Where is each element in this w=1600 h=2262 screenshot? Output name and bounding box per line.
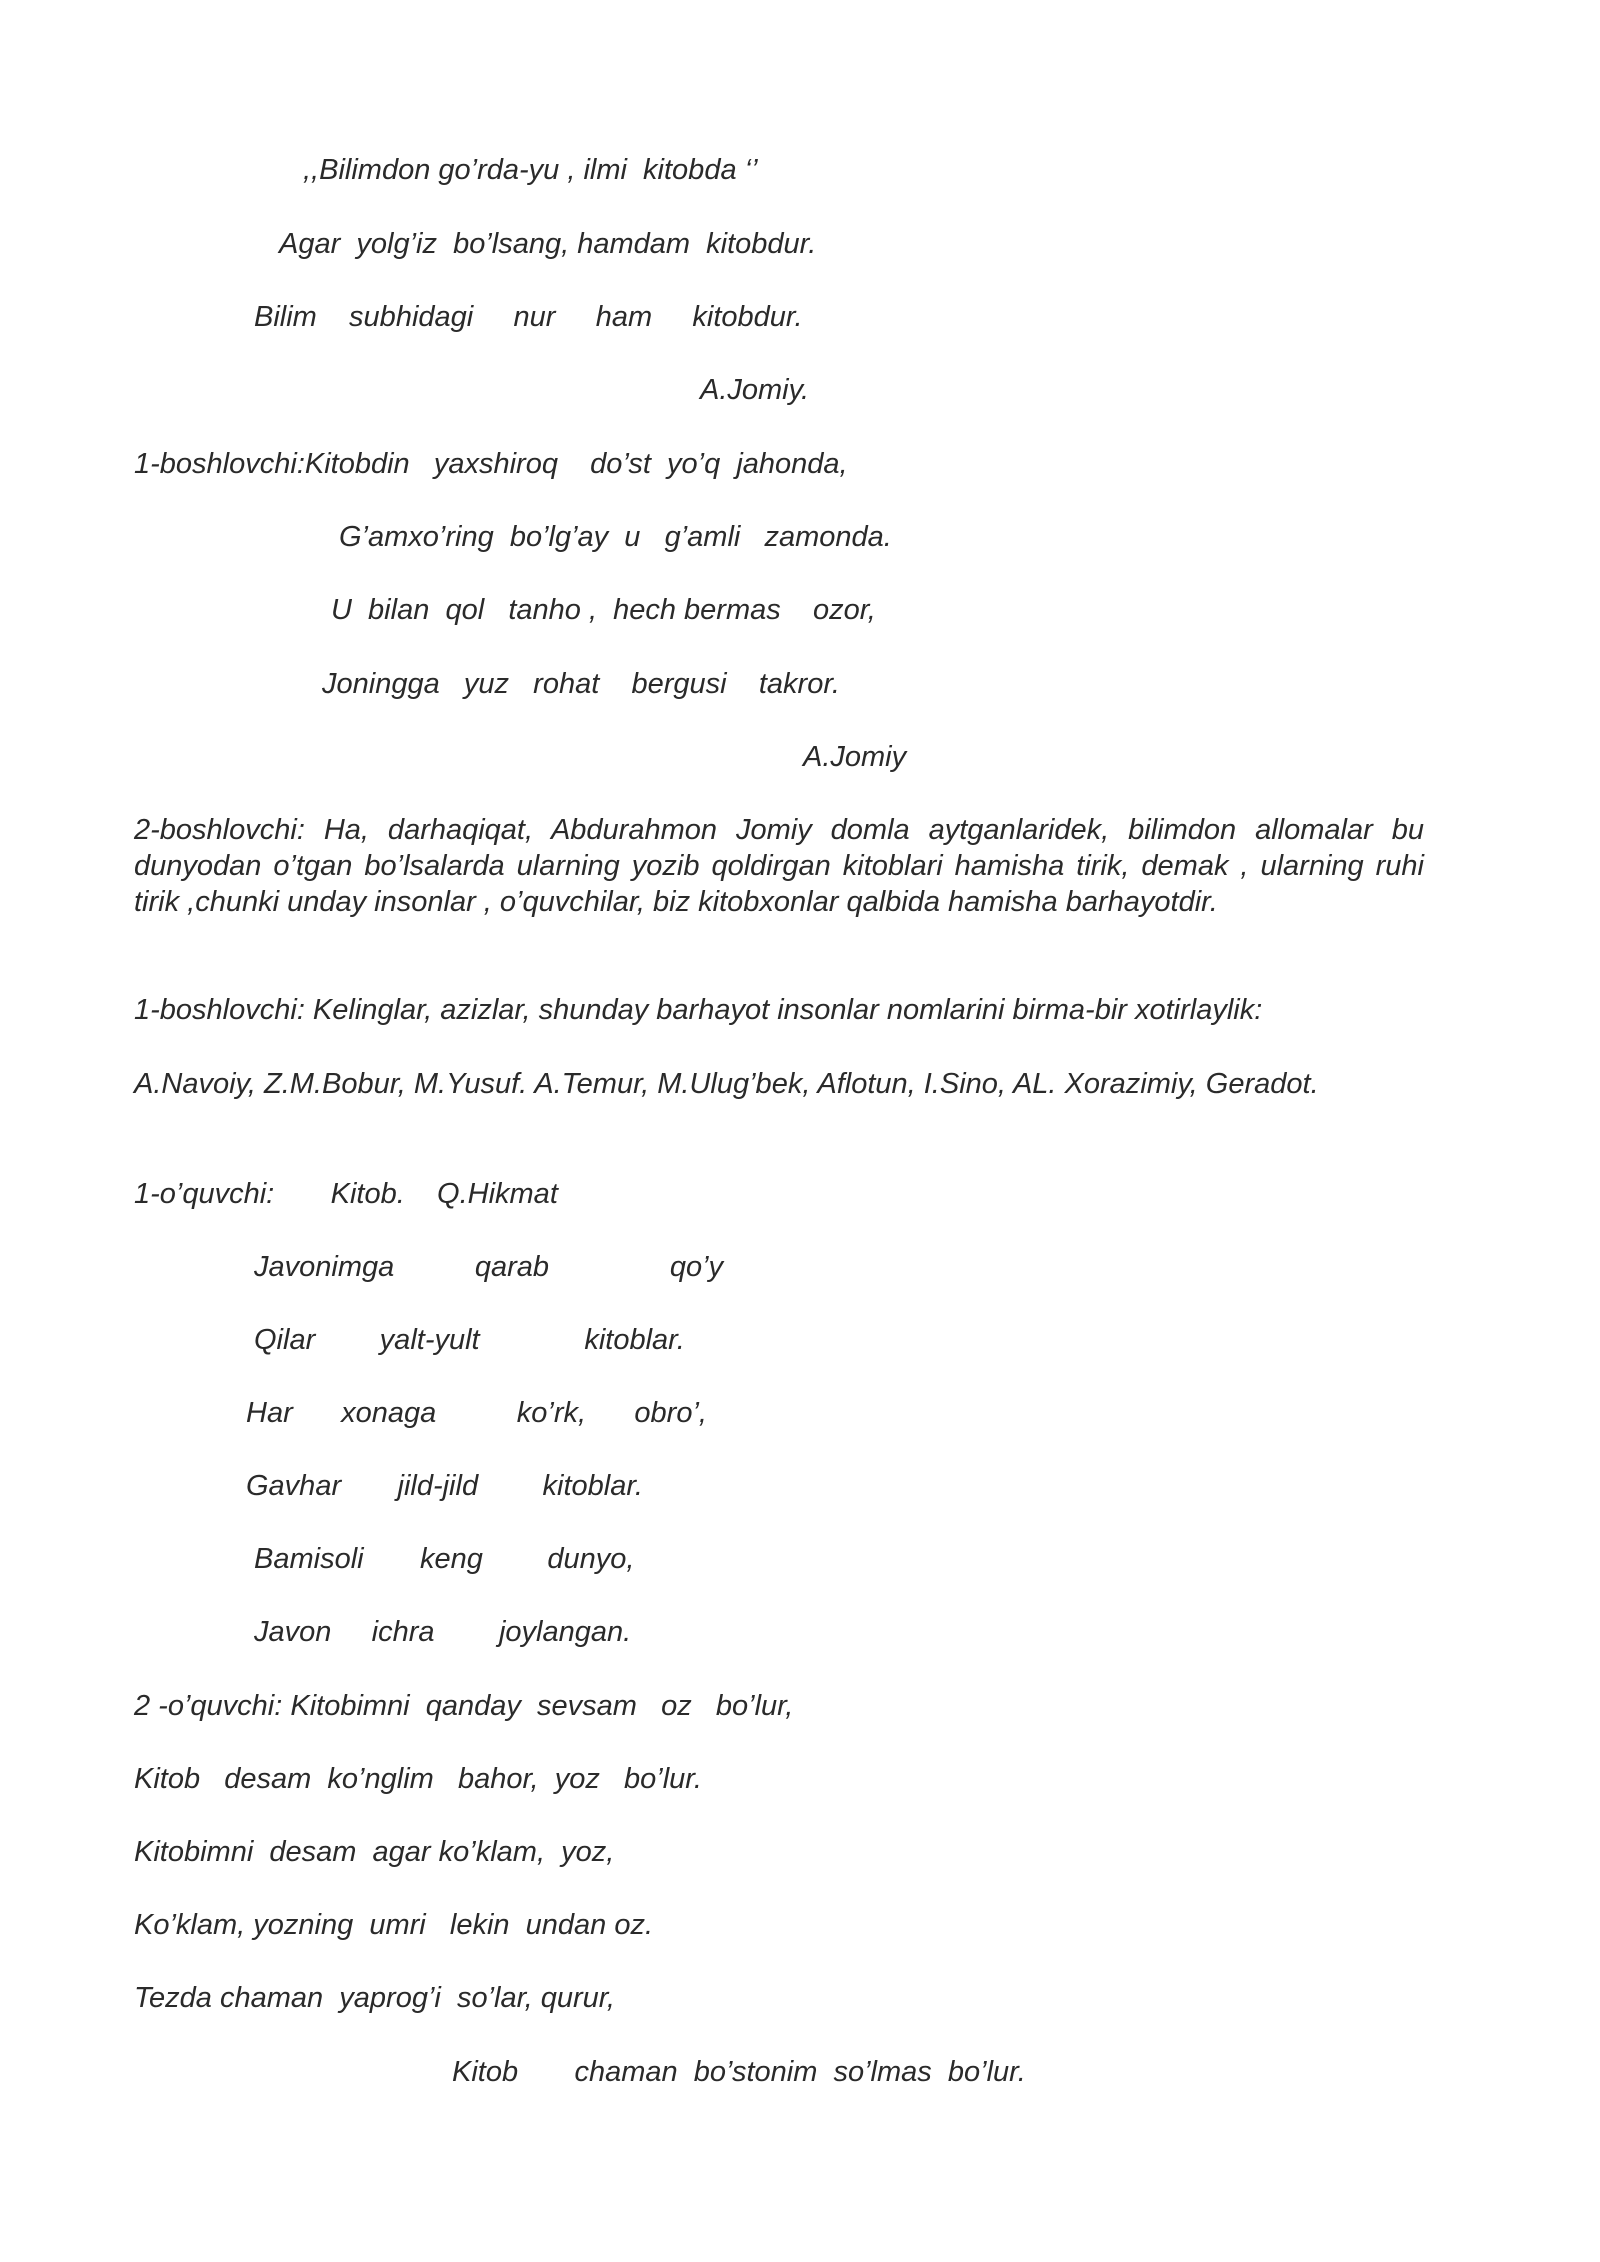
poem3-line-5: Tezda chaman yaprog’i so’lar, qurur, bbox=[134, 1982, 615, 2014]
poem3-line-6: Kitob chaman bo’stonim so’lmas bo’lur. bbox=[452, 2056, 1026, 2088]
poem1-line-3: U bilan qol tanho , hech bermas ozor, bbox=[331, 594, 876, 626]
poem1-line-4: Joningga yuz rohat bergusi takror. bbox=[322, 668, 840, 700]
poem1-author: A.Jomiy bbox=[803, 741, 907, 773]
poem3-line-4: Ko’klam, yozning umri lekin undan oz. bbox=[134, 1909, 654, 1941]
names-list: A.Navoiy, Z.M.Bobur, M.Yusuf. A.Temur, M.Ulug’bek, Aflotun, I.Sino, AL. Xorazimiy, Geradot. bbox=[134, 1068, 1319, 1100]
paragraph-boshlovchi-1: 1-boshlovchi: Kelinglar, azizlar, shunday barhayot insonlar nomlarini birma-bir xotirlaylik: bbox=[134, 994, 1263, 1026]
poem3-line-2: Kitob desam ko’nglim bahor, yoz bo’lur. bbox=[134, 1763, 702, 1795]
poem2-line-1: Javonimga qarab qo’y bbox=[254, 1251, 724, 1283]
poem2-line-4: Gavhar jild-jild kitoblar. bbox=[246, 1470, 643, 1502]
poem2-line-5: Bamisoli keng dunyo, bbox=[254, 1543, 635, 1575]
poem2-line-6: Javon ichra joylangan. bbox=[254, 1616, 632, 1648]
poem3-line-3: Kitobimni desam agar ko’klam, yoz, bbox=[134, 1836, 615, 1868]
epigraph-line-1: Agar yolg’iz bo’lsang, hamdam kitobdur. bbox=[279, 228, 817, 260]
epigraph-title: ,,Bilimdon go’rda-yu , ilmi kitobda ‘’ bbox=[303, 154, 758, 186]
poem1-line-2: G’amxo’ring bo’lg’ay u g’amli zamonda. bbox=[339, 521, 892, 553]
poem3-line-1: 2 -o’quvchi: Kitobimni qanday sevsam oz bo’lur, bbox=[134, 1690, 794, 1722]
poem1-line-1: 1-boshlovchi:Kitobdin yaxshiroq do’st yo’q jahonda, bbox=[134, 448, 848, 480]
paragraph-boshlovchi-2: 2-boshlovchi: Ha, darhaqiqat, Abdurahmon Jomiy domla aytganlaridek, bilimdon allomalar bu dunyodan o’tgan bo’lsalarda ularning yozib qoldirgan kitoblari hamisha tirik, demak , ularning ruhi tirik ,chunki unday insonlar , o’quvchilar, biz kitobxonlar qalbida hamisha barhayotdir. bbox=[134, 814, 1424, 918]
poem2-header: 1-o’quvchi: Kitob. Q.Hikmat bbox=[134, 1178, 558, 1210]
poem2-line-3: Har xonaga ko’rk, obro’, bbox=[246, 1397, 707, 1429]
epigraph-author: A.Jomiy. bbox=[700, 374, 810, 406]
poem2-line-2: Qilar yalt-yult kitoblar. bbox=[254, 1324, 685, 1356]
epigraph-line-2: Bilim subhidagi nur ham kitobdur. bbox=[254, 301, 803, 333]
